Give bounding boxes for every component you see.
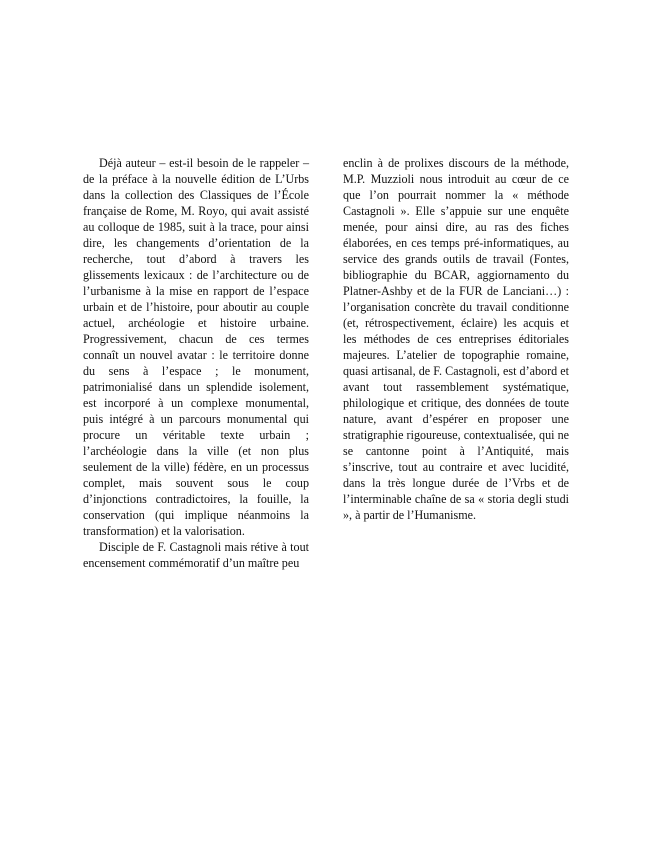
paragraph: [83, 539, 309, 571]
left-text-column: [83, 155, 309, 571]
right-text-column: [343, 155, 569, 523]
paragraph: [343, 155, 569, 523]
paragraph: [83, 155, 309, 539]
paragraph-text: enclin à de prolixes discours de la méthode, M.P. Muzzioli nous introduit au cœur de ce que l’on pourrait nommer la « méthode Castagnoli ». Elle s’appuie sur une enquête menée, pour ainsi dire, au ras des fiches élaborées, en ces temps pré-informatiques, au service des grands outils de travail (Fontes, bibliographie du BCAR, aggiornamento du Platner-Ashby et de la FUR de Lanciani…) : l’organisation concrète du travail conditionne (et, rétrospectivement, éclaire) les acquis et les méthodes de ces entreprises éditoriales majeures. L’atelier de topographie romaine, quasi artisanal, de F. Castagnoli, est d’abord et avant tout rassemblement systématique, philologique et critique, des données de toute nature, avant d’espérer en proposer une stratigraphie rigoureuse, contextualisée, qui ne se cantonne point à l’Antiquité, mais s’inscrive, tout au contraire et avec lucidité, dans la très longue durée de l’Vrbs et de l’interminable chaîne de sa « storia degli studi », à partir de l’Humanisme.: [343, 156, 569, 522]
paragraph-text: Déjà auteur – est-il besoin de le rappeler – de la préface à la nouvelle édition de L’Urbs dans la collection des Classiques de l’École française de Rome, M. Royo, qui avait assisté au colloque de 1985, suit à la trace, pour ainsi dire, les changements d’orientation de la recherche, tout d’abord à travers les glissements lexicaux : de l’architecture ou de l’urbanisme à la mise en rapport de l’espace urbain et de l’histoire, pour aboutir au couple actuel, archéologie et histoire urbaine. Progressivement, chacun de ces termes connaît un nouvel avatar : le territoire donne du sens à l’espace ; le monument, patrimonialisé dans un splendide isolement, est incorporé à un complexe monumental, puis intégré à un parcours monumental qui procure un véritable texte urbain ; l’archéologie dans la ville (et non plus seulement de la ville) fédère, en un processus complet, mais souvent sous le coup d’injonctions contradictoires, la fouille, la conservation (qui implique néanmoins la transformation) et la valorisation.: [83, 156, 309, 538]
paragraph-text: Disciple de F. Castagnoli mais rétive à tout encensement commémoratif d’un maître peu: [83, 540, 309, 570]
